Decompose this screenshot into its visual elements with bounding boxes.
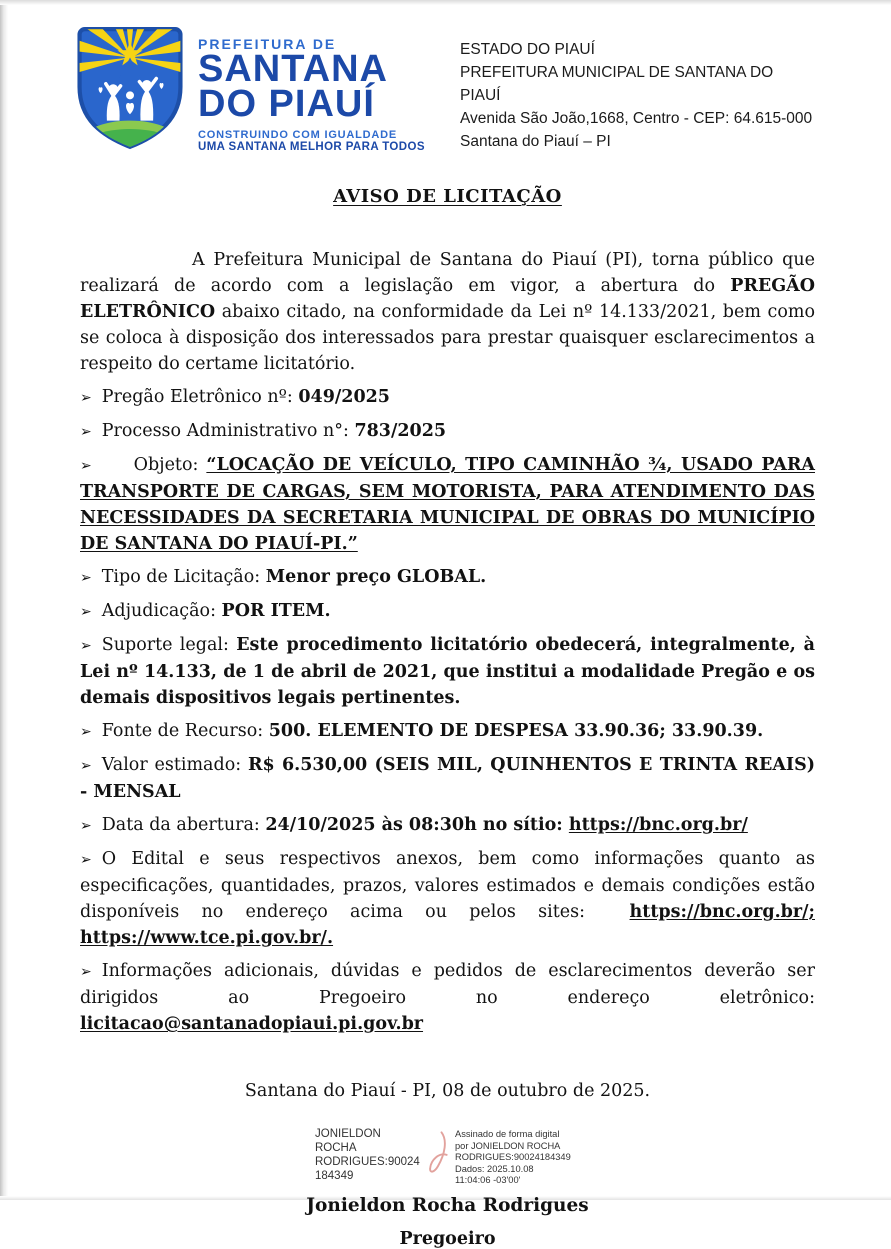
item-objeto [80, 452, 815, 557]
arrow-bullet-icon: ➢ [80, 638, 92, 654]
text-segment: Pregão Eletrônico nº: [101, 387, 299, 407]
arrow-bullet-icon: ➢ [80, 818, 92, 834]
arrow-bullet-icon: ➢ [80, 758, 92, 774]
item-data-abertura [80, 812, 815, 839]
signature-details: Assinado de forma digital por JONIELDON ROCHA RODRIGUES:90024184349 Dados: 2025.10.08 11:04:06 -03'00' [455, 1129, 571, 1185]
hyperlink-text[interactable]: https://bnc.org.br/; https://www.tce.pi.gov.br/. [80, 902, 815, 948]
text-segment: Fonte de Recurso: [101, 721, 269, 741]
text-segment: “LOCAÇÃO DE VEÍCULO, TIPO CAMINHÃO ¾, USADO PARA TRANSPORTE DE CARGAS, SEM MOTORISTA, PARA ATENDIMENTO DAS NECESSIDADES DA SECRETARIA MUNICIPAL DE OBRAS DO MUNICÍPIO DE SANTANA DO PIAUÍ-PI.” [80, 455, 815, 554]
text-segment: 500. ELEMENTO DE DESPESA 33.90.36; 33.90.39. [268, 721, 764, 741]
signature-certificate-name: JONIELDON ROCHA RODRIGUES:90024 184349 [315, 1128, 420, 1182]
text-segment: Adjudicação: [101, 601, 222, 621]
text-segment: Valor estimado: [101, 755, 248, 775]
item-adjudicacao [80, 598, 815, 625]
document-body [80, 247, 815, 1037]
text-segment: Data da abertura: [101, 815, 266, 835]
letterhead-state: ESTADO DO PIAUÍ [460, 41, 595, 58]
text-segment: abaixo citado, na conformidade da Lei nº 14.133/2021, bem como se coloca à disposição dos interessados para prestar quaisquer esclarecimentos a respeito do certame licitatório. [80, 302, 815, 374]
handwritten-signature-icon [425, 1127, 451, 1185]
place-and-date-line: Santana do Piauí - PI, 08 de outubro de 2025. [244, 1081, 651, 1101]
arrow-bullet-icon: ➢ [80, 570, 92, 586]
item-informacoes-adicionais [80, 958, 815, 1037]
municipality-logo [74, 26, 446, 154]
text-segment: 783/2025 [354, 421, 447, 441]
text-segment: 24/10/2025 às 08:30h no sítio: [265, 815, 569, 835]
digital-signature-stamp [80, 1127, 815, 1187]
text-segment: O Edital e seus respectivos anexos, bem como informações quanto as especificações, quantidades, prazos, valores estimados e demais condições estão disponíveis no endereço acima ou pelos sites: [80, 849, 815, 922]
letterhead-address-block [460, 26, 815, 153]
text-segment: Suporte legal: [101, 635, 237, 655]
text-segment: Tipo de Licitação: [101, 567, 266, 587]
text-segment: POR ITEM. [221, 601, 331, 621]
arrow-bullet-icon: ➢ [80, 424, 92, 440]
text-segment: A Prefeitura Municipal de Santana do Piauí (PI), torna público que realizará de acordo com a legislação em vigor, a abertura do [80, 250, 815, 296]
logo-tagline-2: UMA SANTANA MELHOR PARA TODOS [198, 140, 425, 153]
arrow-bullet-icon: ➢ [80, 390, 92, 406]
letterhead-municipality: PREFEITURA MUNICIPAL DE SANTANA DO PIAUÍ [460, 64, 774, 104]
hyperlink-text[interactable]: licitacao@santanadopiaui.pi.gov.br [80, 1014, 424, 1034]
letterhead-street: Avenida São João,1668, Centro - CEP: 64.615-000 [460, 110, 813, 127]
text-segment: 049/2025 [298, 387, 390, 407]
logo-tagline-1: CONSTRUINDO COM IGUALDADE [198, 128, 398, 141]
coat-of-arms-shield-icon [74, 26, 186, 154]
logo-prefeitura-de: PREFEITURA DE [198, 36, 337, 52]
logo-santana: SANTANA [198, 48, 388, 90]
notice-items [80, 384, 815, 1037]
arrow-bullet-icon: ➢ [80, 458, 92, 474]
logo-wordmark [198, 26, 425, 154]
item-pregao-eletronico [80, 384, 815, 411]
text-segment: Informações adicionais, dúvidas e pedidos de esclarecimentos deverão ser dirigidos ao Pregoeiro no endereço eletrônico: [80, 961, 815, 1008]
text-segment: R$ 6.530,00 (SEIS MIL, QUINHENTOS E TRINTA REAIS) - MENSAL [80, 755, 816, 802]
item-edital-anexos [80, 846, 815, 951]
arrow-bullet-icon: ➢ [80, 724, 92, 740]
signer-name: Jonieldon Rocha Rodrigues [306, 1194, 589, 1216]
arrow-bullet-icon: ➢ [80, 604, 92, 620]
document-title: AVISO DE LICITAÇÃO [333, 186, 562, 207]
text-segment: Processo Administrativo n°: [101, 421, 355, 441]
logo-do-piaui: DO PIAUÍ [198, 82, 375, 125]
item-valor-estimado [80, 752, 815, 805]
text-segment: Este procedimento licitatório obedecerá, integralmente, à Lei nº 14.133, de 1 de abril de 2021, que institui a modalidade Pregão e os demais dispositivos legais pertinentes. [80, 635, 815, 708]
arrow-bullet-icon: ➢ [80, 852, 92, 868]
item-processo-administrativo [80, 418, 815, 445]
text-segment: PREGÃO ELETRÔNICO [80, 276, 815, 322]
item-fonte-recurso [80, 718, 815, 745]
text-segment: Objeto: [101, 455, 207, 475]
letterhead-header [80, 26, 815, 154]
text-segment: Menor preço GLOBAL. [265, 567, 487, 587]
item-suporte-legal [80, 632, 815, 711]
intro-paragraph [80, 247, 815, 377]
arrow-bullet-icon: ➢ [80, 964, 92, 980]
letterhead-city: Santana do Piauí – PI [460, 133, 611, 150]
signer-role: Pregoeiro [399, 1228, 496, 1249]
item-tipo-licitacao [80, 564, 815, 591]
hyperlink-text[interactable]: https://bnc.org.br/ [568, 815, 748, 835]
